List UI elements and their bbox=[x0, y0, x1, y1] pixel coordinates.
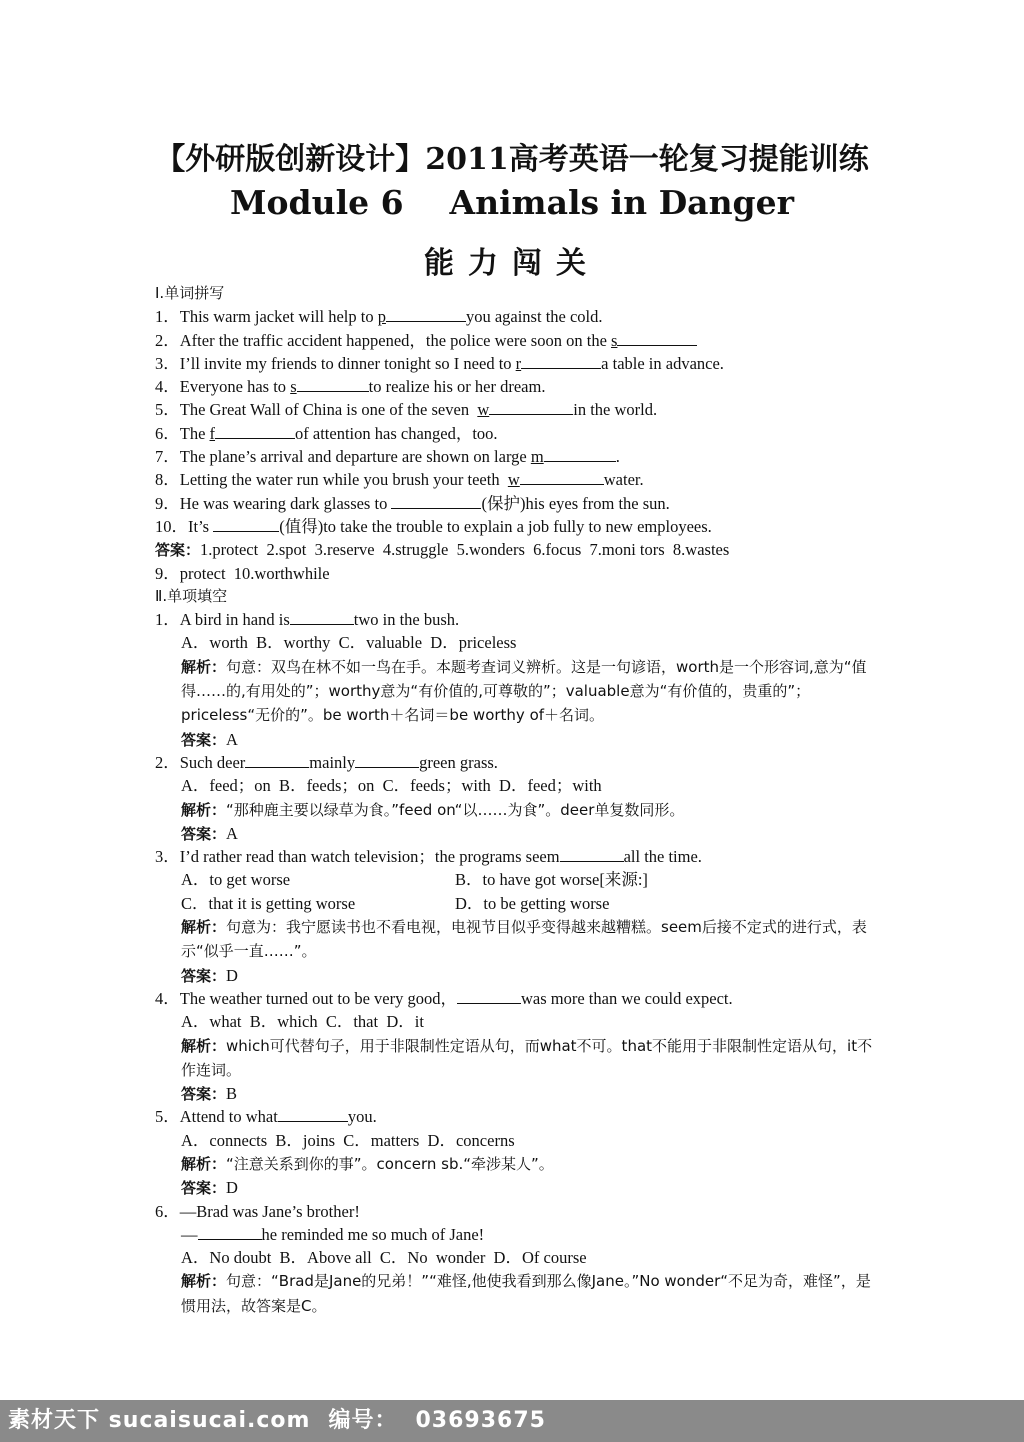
section1-heading: Ⅰ.单词拼写 bbox=[155, 284, 225, 302]
answer-blank bbox=[213, 516, 279, 532]
question-text: A bird in hand is bbox=[179, 610, 290, 630]
item-text: (保护)his eyes from the sun. bbox=[481, 493, 670, 513]
question-5-options: A．connects B．joins C．matters D．concerns bbox=[181, 1130, 515, 1150]
answer-label: 答案： bbox=[181, 730, 227, 749]
item-text: you against the cold. bbox=[465, 307, 603, 327]
item-number: 9． bbox=[155, 493, 180, 513]
hint-letter: s bbox=[290, 377, 297, 397]
spelling-item bbox=[155, 492, 875, 515]
watermark-id-label: 编号： bbox=[328, 1408, 398, 1433]
option-a: A．to get worse bbox=[181, 870, 291, 890]
analysis-text: “那种鹿主要以绿草为食。”feed on“以……为食”。deer单复数同形。 bbox=[226, 800, 685, 819]
question-5-analysis bbox=[155, 1152, 875, 1176]
question-text: Attend to what bbox=[179, 1107, 278, 1127]
answer-value: A bbox=[226, 823, 238, 843]
item-text: The Great Wall of China is one of the seven bbox=[179, 400, 478, 420]
spelling-item bbox=[155, 375, 875, 398]
answer-blank bbox=[215, 423, 295, 439]
answer-blank bbox=[391, 493, 481, 509]
question-2-options: A．feed；on B．feeds；on C．feeds；with D．feed；with bbox=[181, 776, 602, 796]
question-1-options: A．worth B．worthy C．valuable D．priceless bbox=[181, 633, 517, 653]
answer-blank bbox=[520, 469, 604, 485]
analysis-label: 解析： bbox=[181, 918, 227, 937]
question-2 bbox=[155, 751, 875, 774]
watermark-bar bbox=[0, 1400, 1024, 1442]
question-text: Such deer bbox=[179, 752, 246, 772]
question-number: 5． bbox=[155, 1107, 180, 1127]
question-text: two in the bush. bbox=[353, 610, 460, 630]
item-text: water. bbox=[603, 470, 644, 490]
question-1-answer bbox=[155, 728, 875, 751]
item-number: 4． bbox=[155, 377, 180, 397]
question-3-analysis bbox=[155, 915, 875, 964]
item-text: to realize his or her dream. bbox=[368, 377, 546, 397]
question-text: The weather turned out to be very good， bbox=[179, 988, 457, 1008]
analysis-text: 句意：双鸟在林不如一鸟在手。本题考查词义辨析。这是一句谚语，worth是一个形容词,意为“值得……的,有用处的”；worthy意为“有价值的,可尊敬的”；valuable意为“有价值的，贵重的”；priceless“无价的”。be worth＋名词＝be worthy of＋名词。 bbox=[181, 657, 867, 725]
question-6 bbox=[155, 1200, 875, 1223]
question-number: 2． bbox=[155, 752, 180, 772]
item-text: Letting the water run while you brush your teeth bbox=[179, 470, 508, 490]
spelling-item bbox=[155, 352, 875, 375]
item-text: in the world. bbox=[573, 400, 658, 420]
hint-letter: m bbox=[530, 447, 544, 467]
item-number: 7． bbox=[155, 447, 180, 467]
question-number: 4． bbox=[155, 988, 180, 1008]
answer-blank bbox=[560, 846, 624, 862]
question-3 bbox=[155, 845, 875, 868]
item-text: I’ll invite my friends to dinner tonight so I need to bbox=[179, 353, 516, 373]
question-5 bbox=[155, 1105, 875, 1128]
answer-blank bbox=[297, 376, 369, 392]
question-6-response bbox=[155, 1223, 875, 1246]
item-text: It’s bbox=[188, 516, 214, 536]
question-text: green grass. bbox=[419, 752, 498, 772]
item-number: 8． bbox=[155, 470, 180, 490]
item-text: He was wearing dark glasses to bbox=[179, 493, 392, 513]
analysis-label: 解析： bbox=[181, 1036, 227, 1055]
answer-blank bbox=[544, 446, 616, 462]
document-title: 【外研版创新设计】2011高考英语一轮复习提能训练 bbox=[155, 142, 869, 177]
question-text: you. bbox=[347, 1107, 377, 1127]
spelling-item bbox=[155, 445, 875, 468]
question-5-answer bbox=[155, 1176, 875, 1199]
question-6-analysis bbox=[155, 1269, 875, 1318]
question-6-options: A．No doubt B．Above all C．No wonder D．Of course bbox=[181, 1248, 587, 1268]
spelling-item bbox=[155, 422, 875, 445]
spelling-item bbox=[155, 515, 875, 538]
item-text: The plane’s arrival and departure are shown on large bbox=[179, 447, 531, 467]
question-text: —Brad was Jane’s brother! bbox=[179, 1201, 360, 1221]
item-text: The bbox=[179, 423, 210, 443]
question-number: 3． bbox=[155, 847, 180, 867]
question-number: 6． bbox=[155, 1201, 180, 1221]
analysis-label: 解析： bbox=[181, 800, 227, 819]
answer-value: B bbox=[226, 1084, 238, 1104]
question-text: all the time. bbox=[623, 847, 702, 867]
question-4-answer bbox=[155, 1082, 875, 1105]
option-d: D．to be getting worse bbox=[455, 893, 610, 913]
answer-label: 答案： bbox=[181, 966, 227, 985]
section2-heading: Ⅱ.单项填空 bbox=[155, 586, 228, 605]
spelling-item bbox=[155, 305, 875, 328]
analysis-text: “注意关系到你的事”。concern sb.“牵涉某人”。 bbox=[226, 1154, 554, 1173]
answer-label: 答案： bbox=[181, 824, 227, 843]
item-text: of attention has changed，too. bbox=[295, 423, 498, 443]
item-number: 10． bbox=[155, 516, 188, 536]
question-1-analysis bbox=[155, 655, 875, 728]
hint-letter: r bbox=[515, 353, 522, 373]
hint-letter: f bbox=[209, 423, 216, 443]
question-text: mainly bbox=[309, 752, 356, 772]
answer-blank bbox=[617, 330, 697, 346]
question-text: I’d rather read than watch television；the programs seem bbox=[179, 847, 560, 867]
question-text: was more than we could expect. bbox=[520, 988, 733, 1008]
answer-blank bbox=[386, 306, 466, 322]
analysis-text: 句意：“Brad是Jane的兄弟！”“难怪,他使我看到那么像Jane。”No wonder“不足为奇，难怪”，是惯用法，故答案是C。 bbox=[181, 1272, 871, 1315]
analysis-label: 解析： bbox=[181, 657, 227, 676]
answer-blank bbox=[198, 1224, 262, 1240]
item-number: 2． bbox=[155, 330, 180, 350]
question-number: 1． bbox=[155, 610, 180, 630]
answer-value: D bbox=[226, 965, 238, 985]
analysis-label: 解析： bbox=[181, 1272, 227, 1291]
question-text: — bbox=[181, 1224, 198, 1244]
hint-letter: w bbox=[507, 470, 520, 490]
hint-letter: w bbox=[477, 400, 490, 420]
analysis-text: 句意为：我宁愿读书也不看电视，电视节目似乎变得越来越糟糕。seem后接不定式的进行式，表示“似乎一直……”。 bbox=[181, 918, 867, 961]
item-number: 5． bbox=[155, 400, 180, 420]
question-2-analysis bbox=[155, 798, 875, 822]
item-text: (值得)to take the trouble to explain a job fully to new employees. bbox=[279, 516, 712, 536]
exercise-content bbox=[155, 282, 875, 1318]
question-text: he reminded me so much of Jane! bbox=[261, 1224, 485, 1244]
answer-blank bbox=[278, 1106, 348, 1122]
answer-blank bbox=[457, 988, 521, 1004]
hint-letter: s bbox=[611, 330, 618, 350]
watermark-site: 素材天下 sucaisucai.com bbox=[8, 1408, 311, 1433]
question-4 bbox=[155, 987, 875, 1010]
answer-value: D bbox=[226, 1178, 238, 1198]
answer-text: 1.protect 2.spot 3.reserve 4.struggle 5.wonders 6.focus 7.moni tors 8.wastes bbox=[200, 540, 730, 560]
answer-blank bbox=[245, 752, 309, 768]
option-c: C．that it is getting worse bbox=[181, 893, 356, 913]
watermark-id-value: 03693675 bbox=[415, 1408, 546, 1433]
module-title: Module 6 Animals in Danger bbox=[229, 183, 795, 222]
item-text: Everyone has to bbox=[179, 377, 291, 397]
question-1 bbox=[155, 608, 875, 631]
item-text: This warm jacket will help to bbox=[179, 307, 378, 327]
item-number: 1． bbox=[155, 307, 180, 327]
analysis-text: which可代替句子，用于非限制性定语从句，而what不可。that不能用于非限制性定语从句，it不作连词。 bbox=[181, 1036, 873, 1079]
question-4-options: A．what B．which C．that D．it bbox=[181, 1012, 424, 1032]
answer-value: A bbox=[226, 729, 238, 749]
item-text: . bbox=[615, 447, 620, 467]
answer-blank bbox=[355, 752, 419, 768]
item-number: 3． bbox=[155, 353, 180, 373]
item-text: After the traffic accident happened，the police were soon on the bbox=[179, 330, 612, 350]
section-subtitle: 能力闯关 bbox=[424, 246, 600, 281]
answer-label: 答案： bbox=[181, 1179, 227, 1198]
analysis-label: 解析： bbox=[181, 1154, 227, 1173]
answer-label: 答案： bbox=[181, 1085, 227, 1104]
question-4-analysis bbox=[155, 1034, 875, 1083]
question-3-options-cd bbox=[155, 892, 875, 915]
option-b: B．to have got worse[来源:] bbox=[455, 870, 648, 890]
question-3-options-ab bbox=[155, 868, 875, 891]
question-2-answer bbox=[155, 822, 875, 845]
answer-blank bbox=[521, 353, 601, 369]
question-3-answer bbox=[155, 964, 875, 987]
watermark-id bbox=[328, 1408, 563, 1433]
section1-answer-line2: 9．protect 10.worthwhile bbox=[155, 563, 330, 583]
item-number: 6． bbox=[155, 423, 180, 443]
spelling-item bbox=[155, 398, 875, 421]
spelling-list bbox=[155, 305, 875, 538]
section1-answer-line1 bbox=[155, 538, 875, 561]
spelling-item bbox=[155, 468, 875, 491]
answer-blank bbox=[290, 609, 354, 625]
hint-letter: p bbox=[377, 307, 386, 327]
spelling-item bbox=[155, 329, 875, 352]
item-text: a table in advance. bbox=[601, 353, 724, 373]
answer-blank bbox=[489, 399, 573, 415]
answer-label: 答案： bbox=[155, 541, 201, 560]
